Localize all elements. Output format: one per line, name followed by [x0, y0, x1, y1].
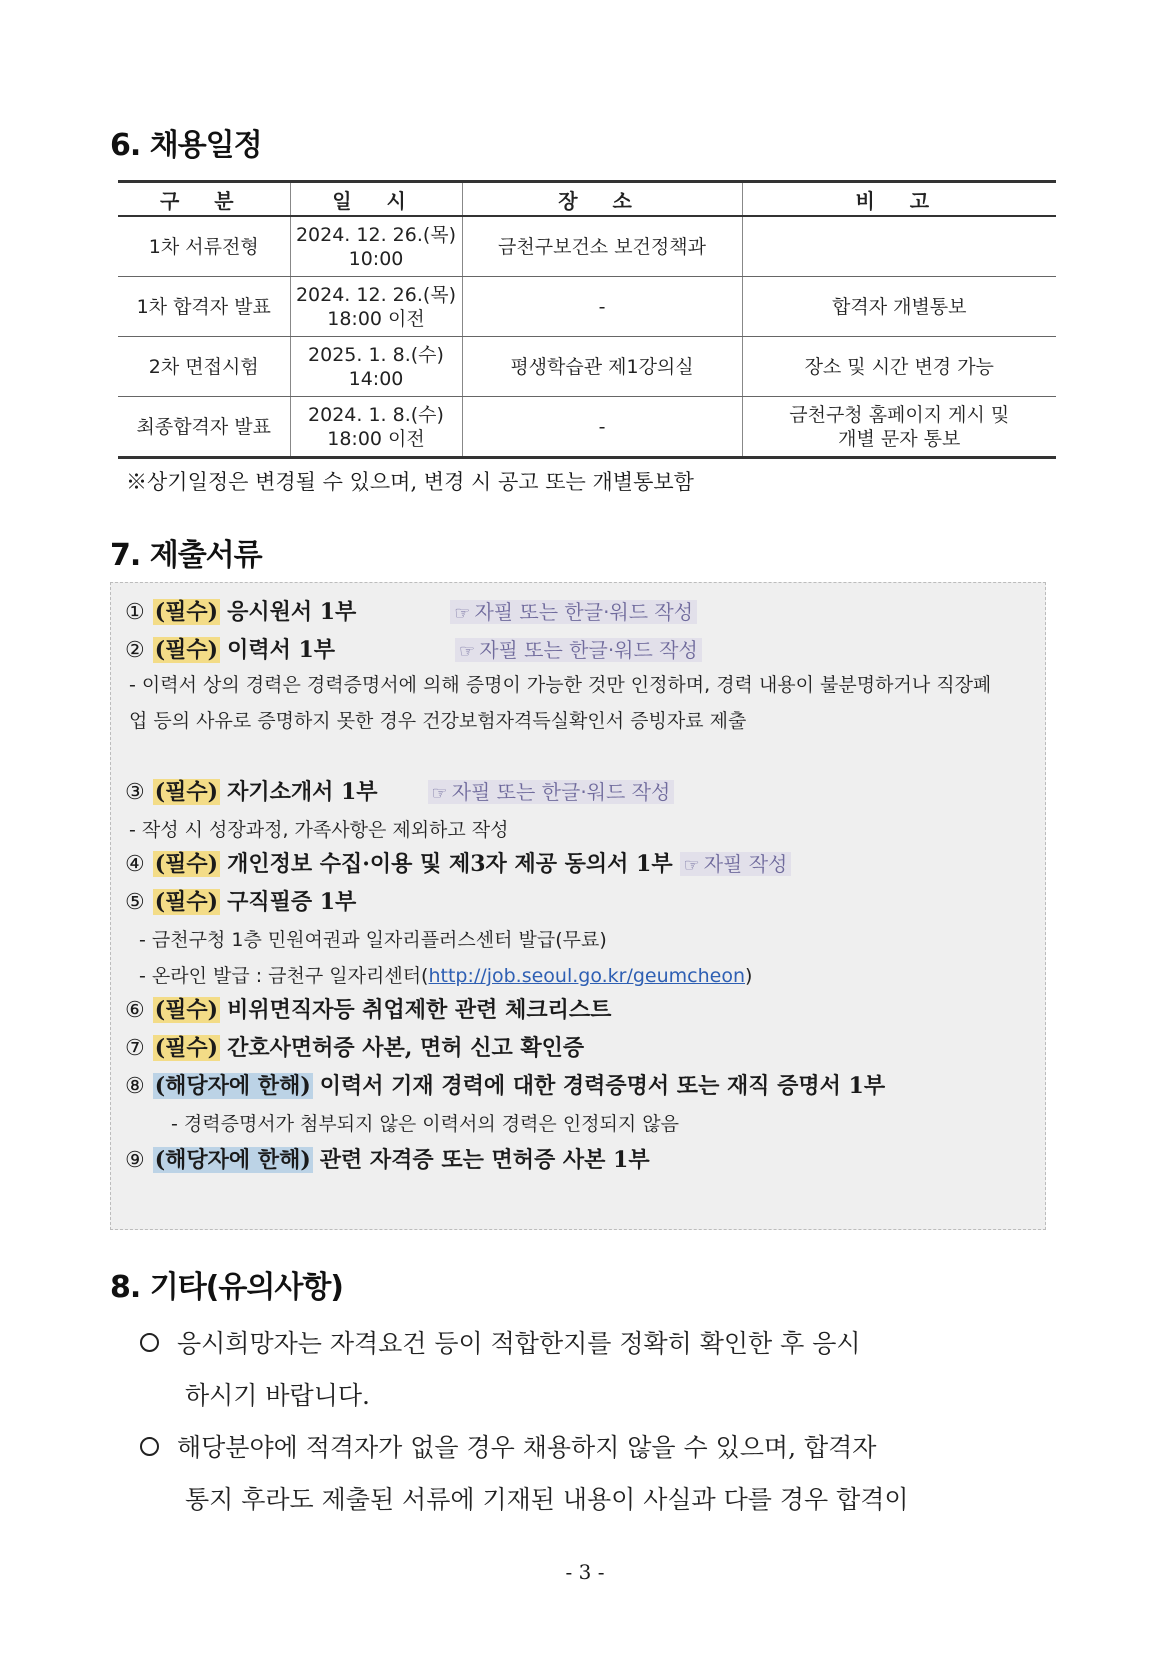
conditional-tag: (해당자에 한해)	[154, 1147, 311, 1173]
cell-time: 18:00 이전	[327, 427, 425, 450]
pointing-hand-icon: ☞	[454, 603, 471, 624]
doc-item: ③ (필수) 자기소개서 1부 ☞ 자필 또는 한글·워드 작성	[125, 775, 674, 806]
notice-paragraph: 응시희망자는 자격요건 등이 적합한지를 정확히 확인한 후 응시 하시기 바랍니다.	[140, 1318, 1060, 1422]
required-tag: (필수)	[154, 599, 219, 625]
col-header: 장 소	[462, 182, 742, 217]
doc-title: 이력서 1부	[227, 637, 336, 663]
hint: ☞ 자필 또는 한글·워드 작성	[428, 780, 675, 804]
page-number: - 3 -	[565, 1560, 605, 1584]
cell-datetime	[290, 397, 462, 458]
doc-sub-text: - 이력서 상의 경력은 경력증명서에 의해 증명이 가능한 것만 인정하며, 경력 내용이 불분명하거나 직장폐업 등의 사유로 증명하지 못한 경우 건강보험자격득실확인서 증빙자료 제출	[129, 674, 992, 732]
pointing-hand-icon: ☞	[459, 641, 476, 662]
circle-bullet-icon	[140, 1333, 159, 1352]
doc-sub-text: - 금천구청 1층 민원여권과 일자리플러스센터 발급(무료)	[139, 929, 607, 951]
cell-date: 2024. 12. 26.(목)	[295, 283, 457, 306]
job-center-link[interactable]: http://job.seoul.go.kr/geumcheon	[428, 965, 746, 987]
doc-sub-text: - 작성 시 성장과정, 가족사항은 제외하고 작성	[129, 819, 509, 841]
cell-place: 평생학습관 제1강의실	[462, 337, 742, 397]
cell-note	[742, 216, 1056, 277]
pointing-hand-icon: ☞	[683, 855, 700, 876]
doc-item: ⑥ (필수) 비위면직자등 취업제한 관련 체크리스트	[125, 997, 612, 1023]
schedule-header-row	[118, 182, 1056, 217]
col-header: 구 분	[118, 182, 290, 217]
schedule-table	[118, 180, 1056, 459]
doc-item: ⑤ (필수) 구직필증 1부	[125, 889, 357, 915]
cell-note: 금천구청 홈페이지 게시 및 개별 문자 통보	[742, 397, 1056, 458]
doc-item: ⑨ (해당자에 한해) 관련 자격증 또는 면허증 사본 1부	[125, 1147, 650, 1173]
required-tag: (필수)	[154, 1035, 219, 1061]
cell-place: -	[462, 397, 742, 458]
doc-title: 관련 자격증 또는 면허증 사본 1부	[319, 1147, 650, 1173]
conditional-tag: (해당자에 한해)	[154, 1073, 311, 1099]
section-6-heading: 6. 채용일정	[110, 128, 262, 163]
doc-sub-text: - 온라인 발급 : 금천구 일자리센터(http://job.seoul.go.kr/geumcheon)	[139, 965, 753, 987]
doc-title: 이력서 기재 경력에 대한 경력증명서 또는 재직 증명서 1부	[319, 1073, 886, 1099]
cell-datetime	[290, 277, 462, 337]
cell-place: -	[462, 277, 742, 337]
table-row	[118, 397, 1056, 458]
hint: ☞ 자필 또는 한글·워드 작성	[455, 638, 702, 662]
table-row	[118, 216, 1056, 277]
cell-date: 2024. 12. 26.(목)	[295, 223, 457, 246]
cell-type: 1차 서류전형	[118, 216, 290, 277]
section-8-heading: 8. 기타(유의사항)	[110, 1270, 344, 1305]
cell-note: 장소 및 시간 변경 가능	[742, 337, 1056, 397]
required-tag: (필수)	[154, 889, 219, 915]
cell-datetime	[290, 337, 462, 397]
doc-item: ① (필수) 응시원서 1부 ☞ 자필 또는 한글·워드 작성	[125, 595, 697, 626]
cell-time: 14:00	[348, 367, 404, 390]
col-header: 일 시	[290, 182, 462, 217]
cell-time: 10:00	[348, 247, 404, 270]
doc-title: 자기소개서 1부	[227, 779, 378, 805]
circle-bullet-icon	[140, 1437, 159, 1456]
doc-title: 응시원서 1부	[227, 599, 357, 625]
cell-time: 18:00 이전	[327, 307, 425, 330]
cell-place: 금천구보건소 보건정책과	[462, 216, 742, 277]
col-header: 비 고	[742, 182, 1056, 217]
required-tag: (필수)	[154, 637, 219, 663]
doc-item: ⑧ (해당자에 한해) 이력서 기재 경력에 대한 경력증명서 또는 재직 증명서 1부	[125, 1073, 886, 1099]
notice-paragraph: 해당분야에 적격자가 없을 경우 채용하지 않을 수 있으며, 합격자 통지 후라도 제출된 서류에 기재된 내용이 사실과 다를 경우 합격이	[140, 1422, 1060, 1526]
cell-date: 2024. 1. 8.(수)	[308, 403, 444, 426]
schedule-footnote: ※상기일정은 변경될 수 있으며, 변경 시 공고 또는 개별통보함	[126, 470, 694, 494]
doc-item: ④ (필수) 개인정보 수집·이용 및 제3자 제공 동의서 1부 ☞ 자필 작성	[125, 847, 791, 878]
cell-type: 2차 면접시험	[118, 337, 290, 397]
cell-datetime	[290, 216, 462, 277]
table-row	[118, 277, 1056, 337]
cell-type: 최종합격자 발표	[118, 397, 290, 458]
required-tag: (필수)	[154, 851, 219, 877]
documents-box	[110, 582, 1046, 1230]
doc-title: 비위면직자등 취업제한 관련 체크리스트	[227, 997, 612, 1023]
pointing-hand-icon: ☞	[431, 783, 448, 804]
cell-note: 합격자 개별통보	[742, 277, 1056, 337]
doc-title: 개인정보 수집·이용 및 제3자 제공 동의서 1부	[227, 851, 673, 877]
required-tag: (필수)	[154, 779, 219, 805]
doc-sub-text: - 경력증명서가 첨부되지 않은 이력서의 경력은 인정되지 않음	[171, 1113, 679, 1135]
hint: ☞ 자필 작성	[680, 852, 792, 876]
doc-title: 구직필증 1부	[227, 889, 357, 915]
doc-title: 간호사면허증 사본, 면허 신고 확인증	[227, 1035, 585, 1061]
cell-date: 2025. 1. 8.(수)	[308, 343, 444, 366]
hint: ☞ 자필 또는 한글·워드 작성	[450, 600, 697, 624]
cell-type: 1차 합격자 발표	[118, 277, 290, 337]
required-tag: (필수)	[154, 997, 219, 1023]
doc-item: ② (필수) 이력서 1부 ☞ 자필 또는 한글·워드 작성	[125, 633, 702, 664]
table-row	[118, 337, 1056, 397]
doc-item: ⑦ (필수) 간호사면허증 사본, 면허 신고 확인증	[125, 1035, 585, 1061]
section-7-heading: 7. 제출서류	[110, 538, 262, 573]
